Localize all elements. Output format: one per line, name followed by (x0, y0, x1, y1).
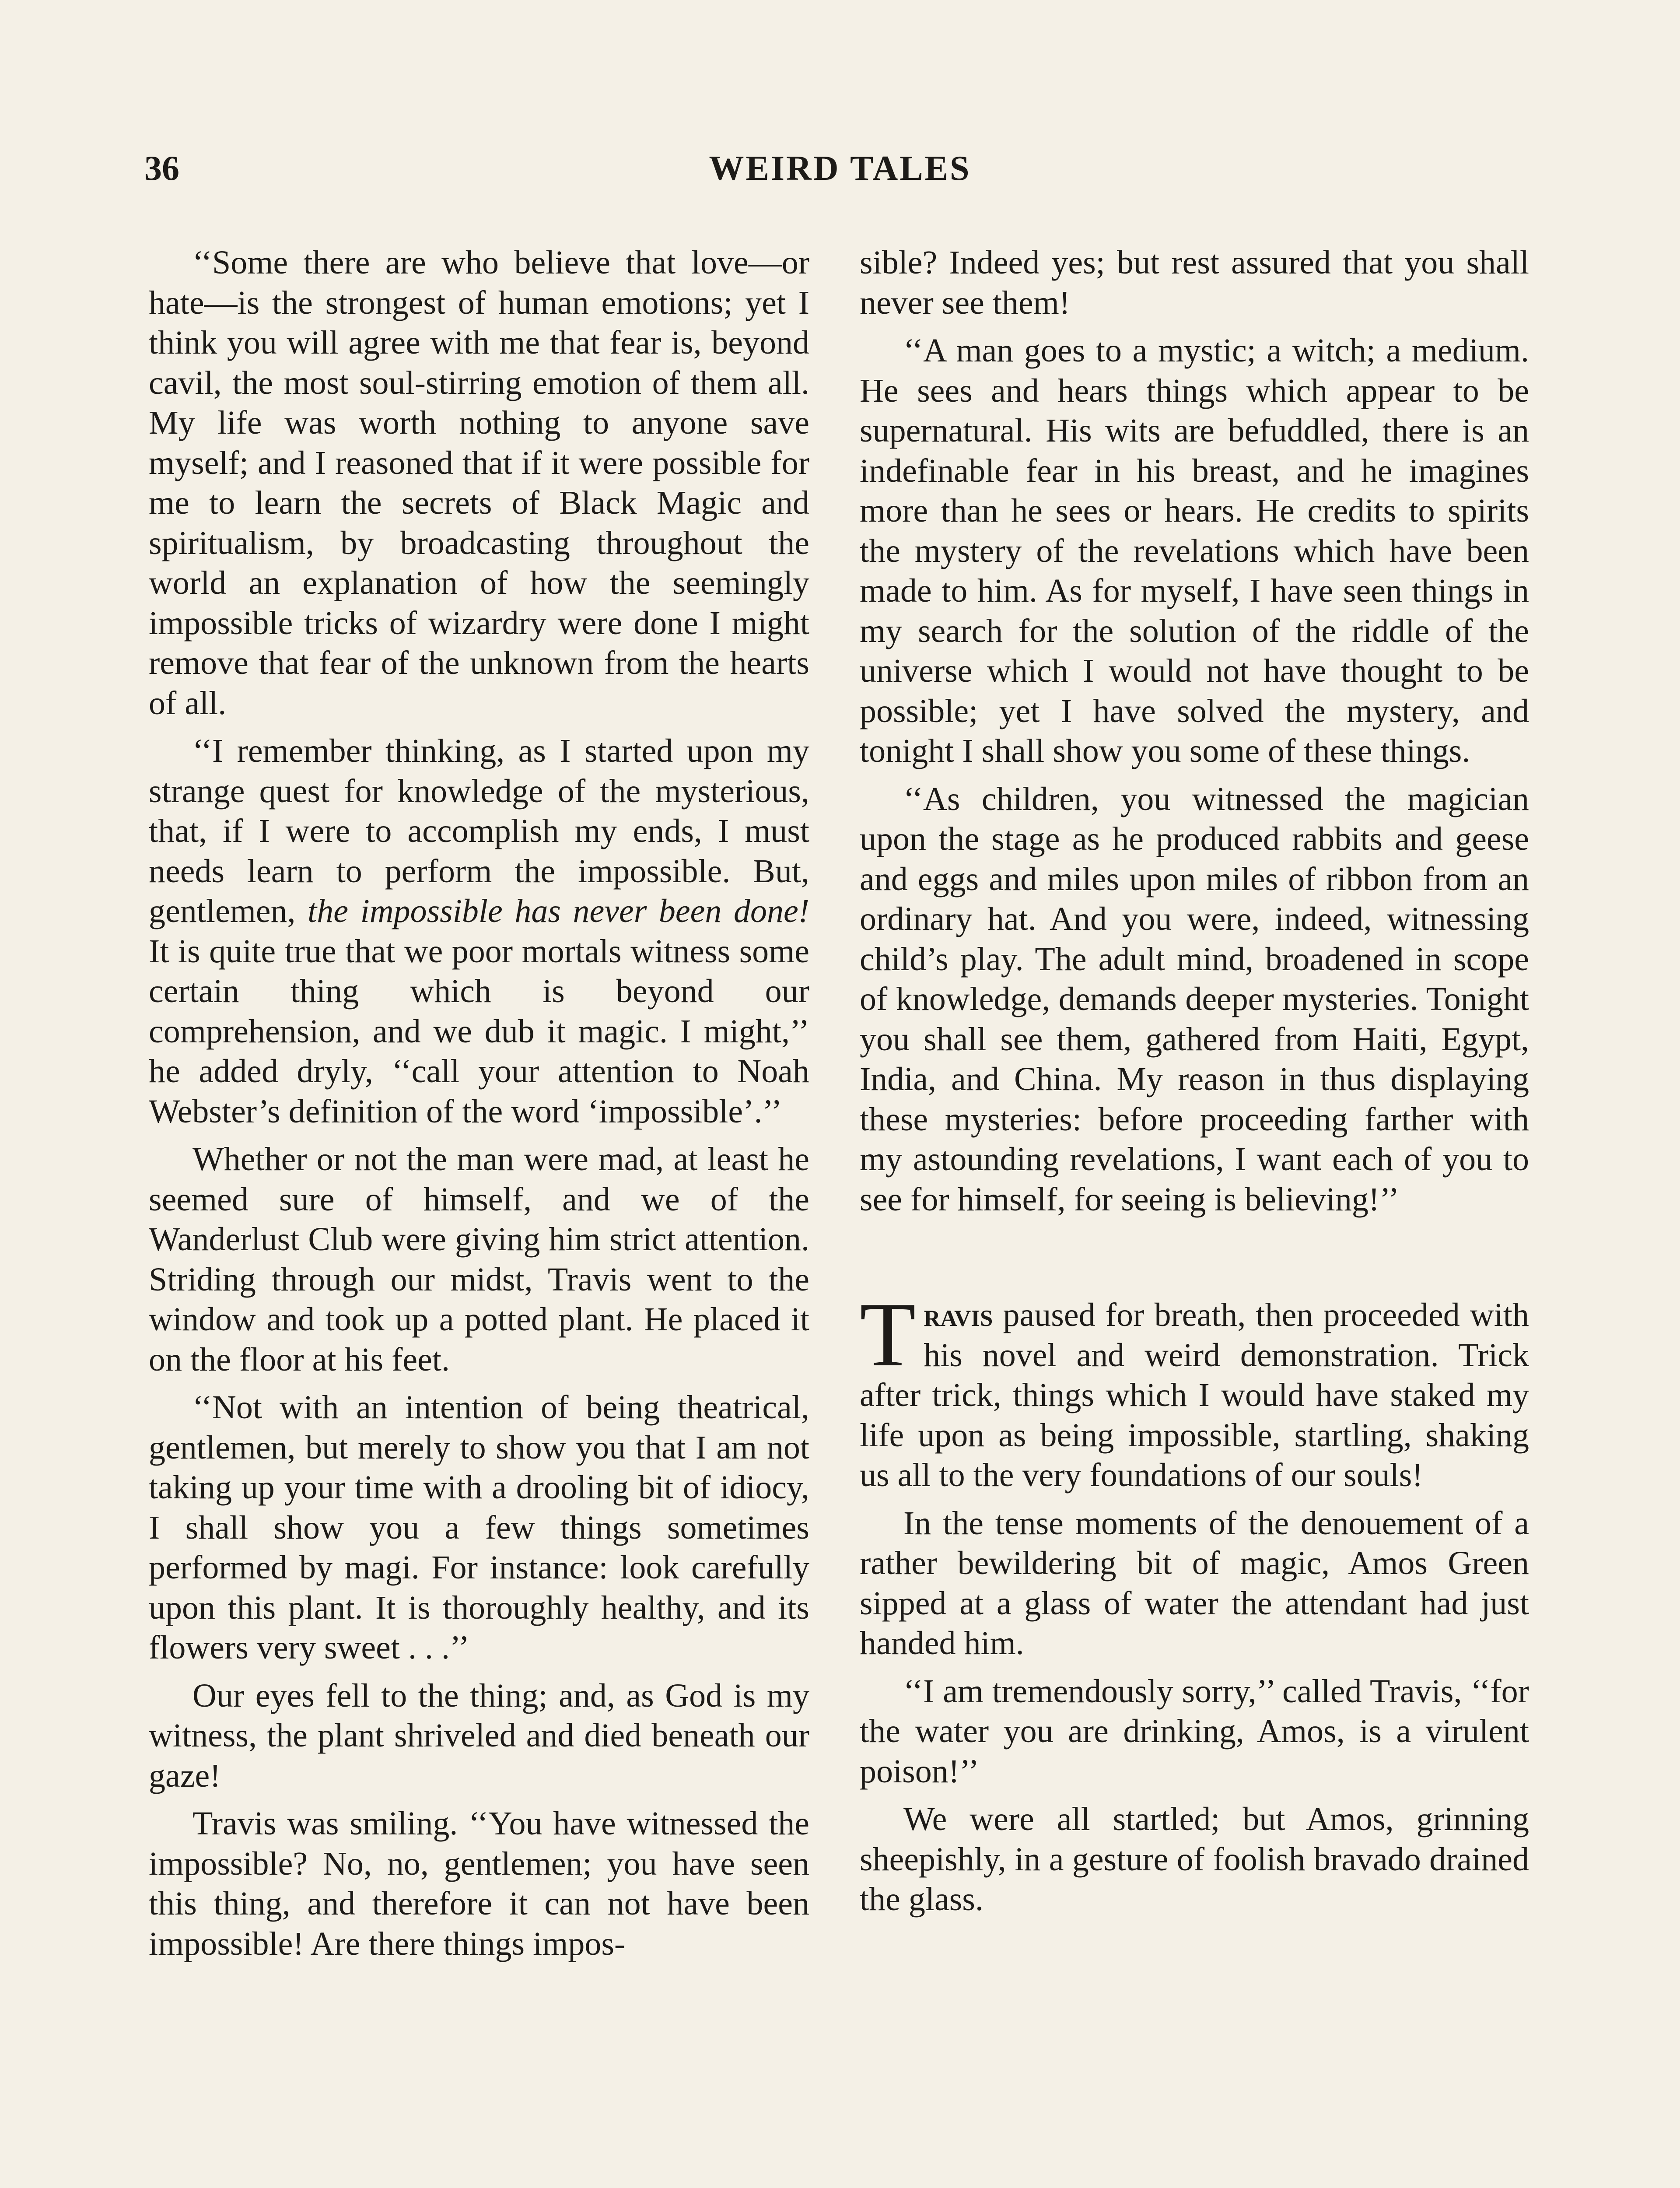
paragraph: ‘‘As children, you witnessed the magician upon the stage as he produced rabbits and geese and eggs and miles upon miles of ribbon from an ordinary hat. And you were, indeed, witnessing child’s play. The adult mind, broadened in scope of knowledge, demands deeper mysteries. Tonight you shall see them, gathered from Haiti, Egypt, India, and China. My reason in thus displaying these mysteries: before proceeding farther with my astounding revelations, I want each of you to see for himself, for seeing is believing!’’ (860, 780, 1529, 1218)
paragraph-dropcap (860, 1284, 1529, 1496)
italic-emphasis: the impossible has never been done! (308, 893, 809, 929)
small-caps-lead: ravis (924, 1297, 993, 1333)
section-break (860, 1227, 1529, 1295)
paragraph: ‘‘Not with an intention of being theatrical, gentlemen, but merely to show you that I am not taking up your time with a drooling bit of idiocy, I shall show you a few things sometimes performed by magi. For instance: look carefully upon this plant. It is thoroughly healthy, and its flowers very sweet . . .’’ (149, 1389, 809, 1666)
paragraph: ‘‘Some there are who believe that love—or hate—is the strongest of human emotions; yet I think you will agree with me that fear is, beyond cavil, the most soul-stirring emotion of them all. My life was worth nothing to anyone save myself; and I reasoned that if it were possible for me to learn the secrets of Black Magic and spiritualism, by broadcasting throughout the world an explanation of how the seemingly impossible tricks of wizardry were done I might remove that fear of the unknown from the hearts of all. (149, 244, 809, 722)
running-head-title: WEIRD TALES (709, 149, 971, 188)
paragraph-text: paused for breath, then proceeded with his novel and weird demonstration. Trick after trick, things which I would have staked my life upon as being impossible, startling, shaking us all to the very foundations of our souls! (860, 1297, 1529, 1494)
paragraph: Our eyes fell to the thing; and, as God is my witness, the plant shriveled and died beneath our gaze! (149, 1677, 809, 1794)
paragraph: ‘‘A man goes to a mystic; a witch; a medium. He sees and hears things which appear to be supernatural. His wits are befuddled, there is an indefinable fear in his breast, and he imagines more than he sees or hears. He credits to spirits the mystery of the revelations which have been made to him. As for myself, I have seen things in my search for the solution of the riddle of the universe which I would not have thought to be possible; yet I have solved the mystery, and tonight I shall show you some of these things. (860, 332, 1529, 769)
paragraph-text: It is quite true that we poor mortals witness some certain thing which is beyond our comprehension, and we dub it magic. I might,’’ he added dryly, ‘‘call your attention to Noah Webster’s definition of the word ‘impossible’.’’ (149, 933, 809, 1130)
paragraph: Whether or not the man were mad, at least he seemed sure of himself, and we of the Wanderlust Club were giving him strict attention. Striding through our midst, Travis went to the window and took up a potted plant. He placed it on the floor at his feet. (149, 1141, 809, 1378)
paragraph: We were all startled; but Amos, grinning sheepishly, in a gesture of foolish bravado drained the glass. (860, 1801, 1529, 1918)
paragraph-continued: sible? Indeed yes; but rest assured that you shall never see them! (860, 244, 1529, 321)
paragraph: In the tense moments of the denouement of a rather bewildering bit of magic, Amos Green sipped at a glass of water the attendant had just handed him. (860, 1504, 1529, 1662)
right-column (860, 243, 1529, 1928)
paragraph (149, 731, 809, 1132)
paragraph-text: ‘‘I remember thinking, as I started upon my strange quest for knowledge of the mysterious, that, if I were to accomplish my ends, I must needs learn to perform the impossible. But, gentlemen, (149, 733, 809, 929)
paragraph: ‘‘I am tremendously sorry,’’ called Travis, ‘‘for the water you are drinking, Amos, is a virulent poison!’’ (860, 1673, 1529, 1790)
page-number: 36 (144, 149, 179, 188)
paragraph: Travis was smiling. ‘‘You have witnessed the impossible? No, no, gentlemen; you have seen this thing, and therefore it can not have been impossible! Are there things impos- (149, 1805, 809, 1962)
drop-cap: T (860, 1284, 916, 1385)
left-column (149, 243, 809, 1972)
